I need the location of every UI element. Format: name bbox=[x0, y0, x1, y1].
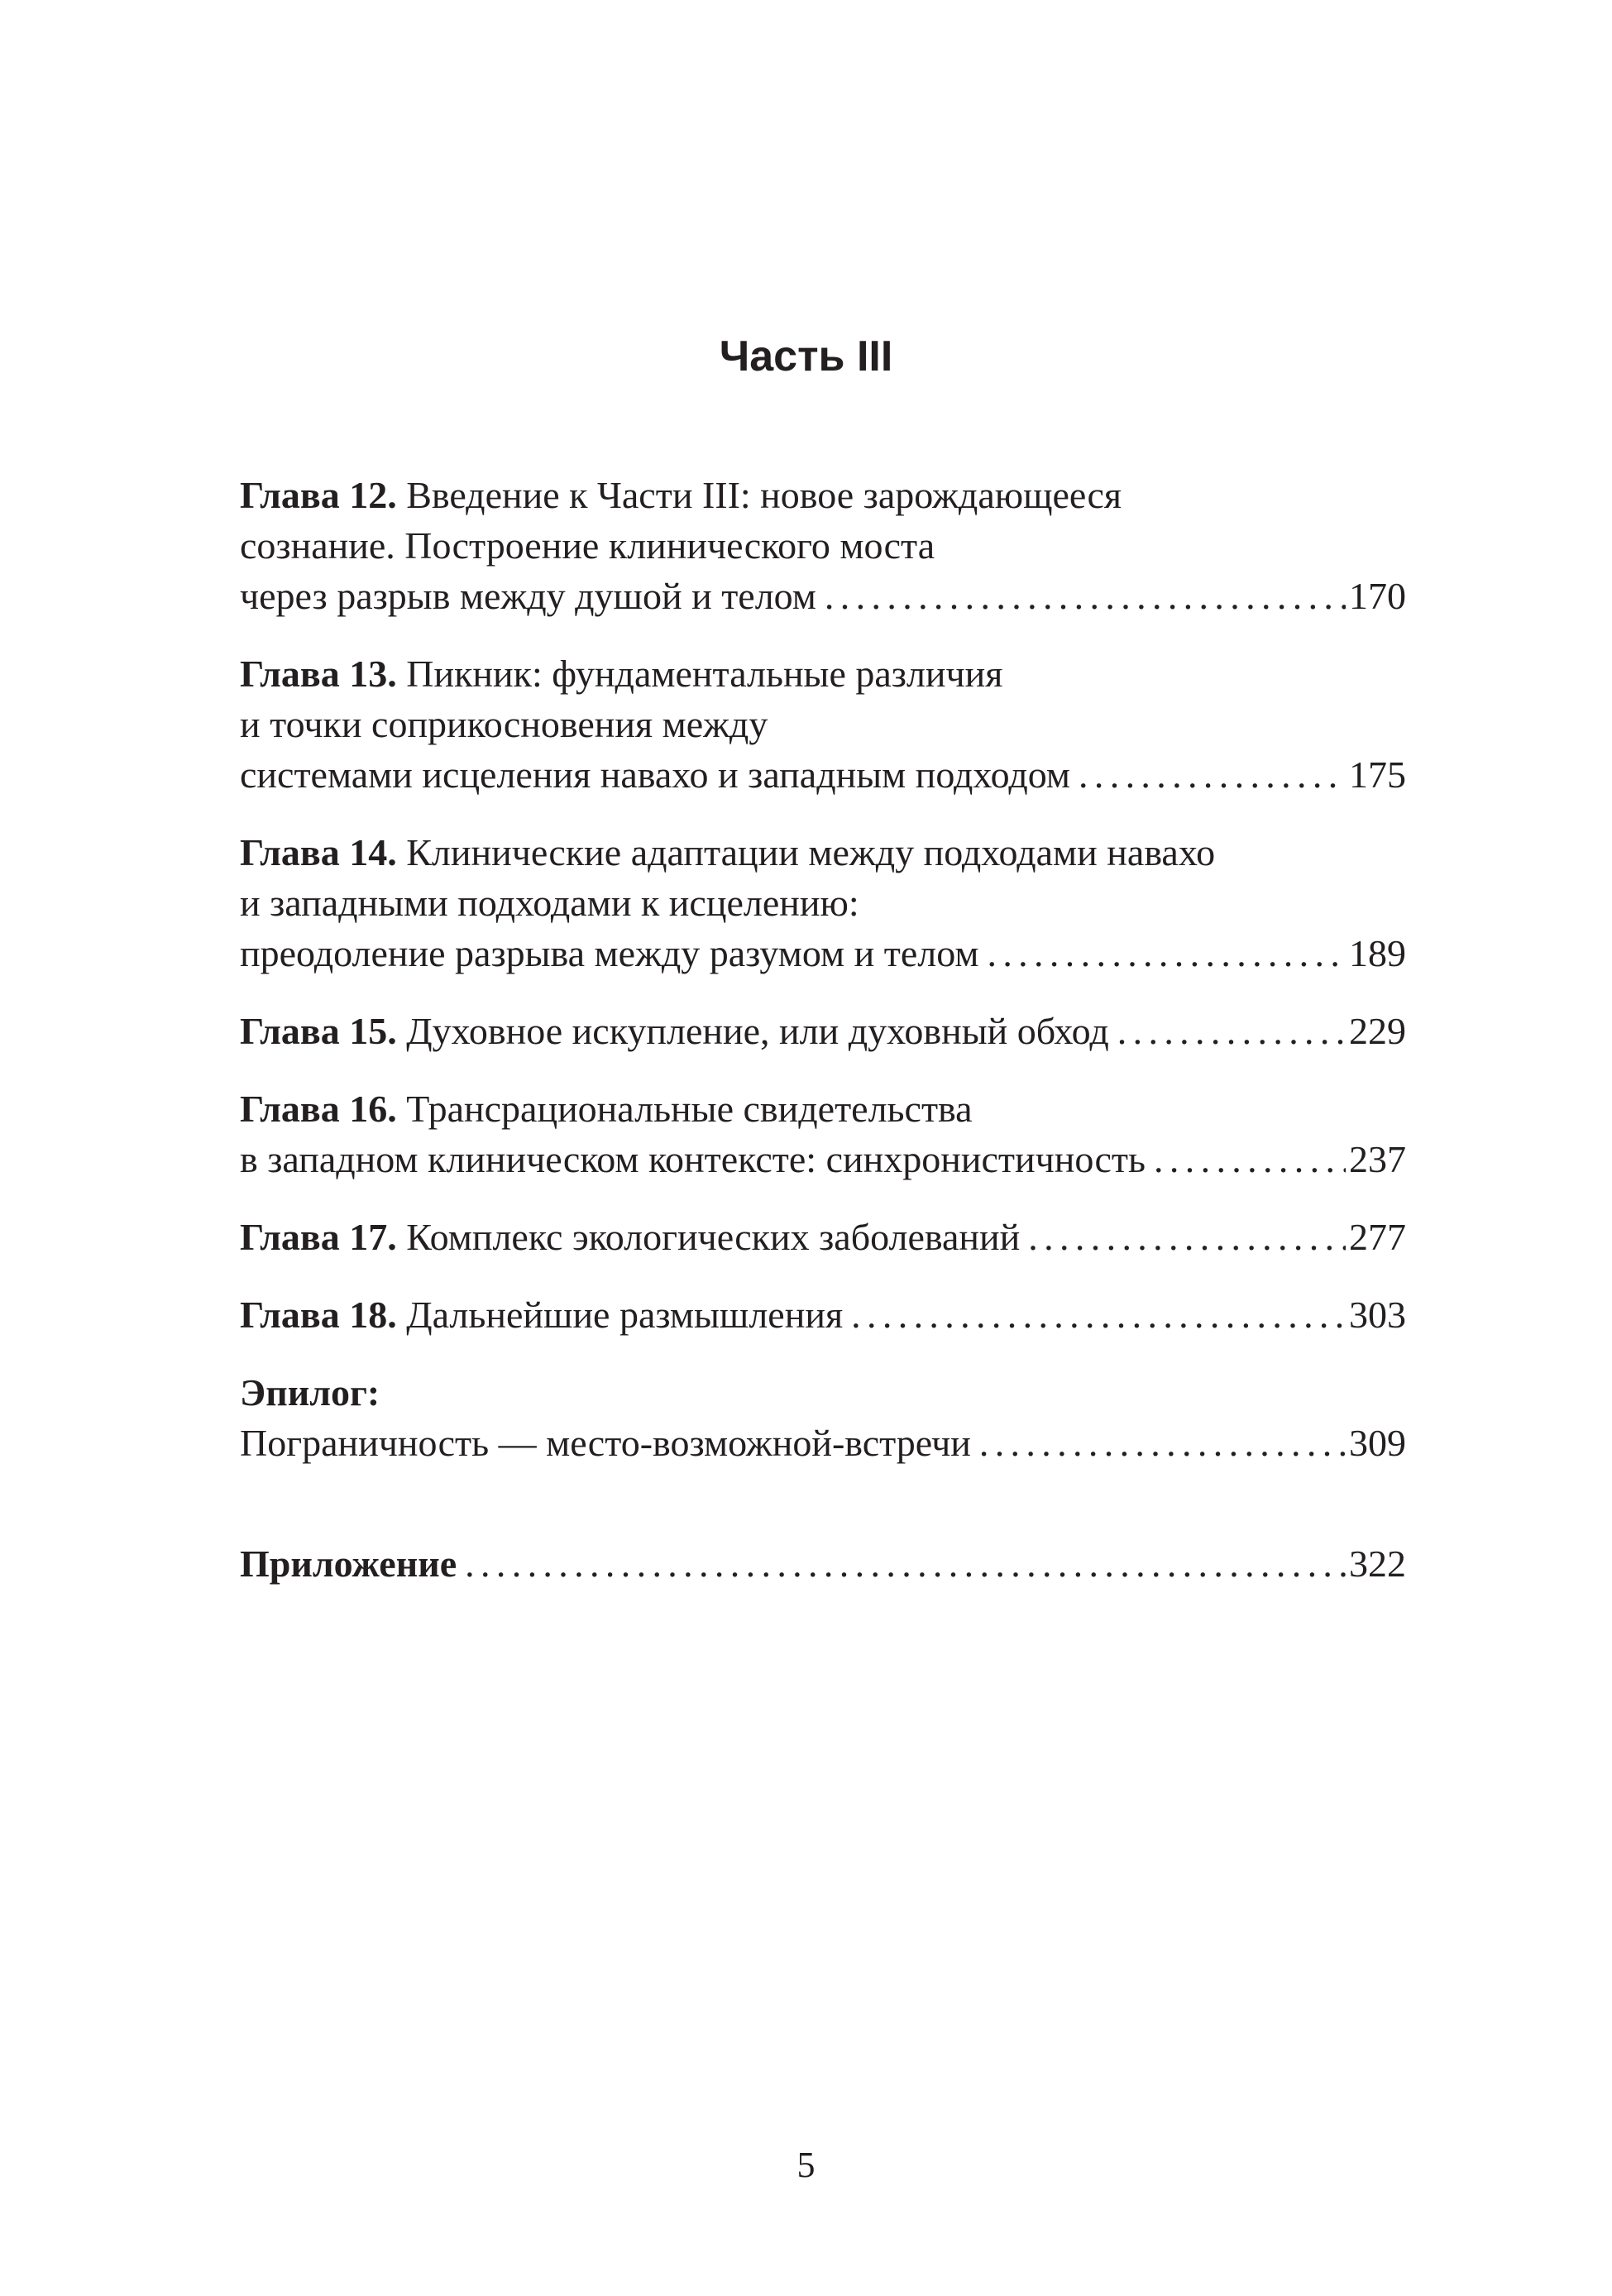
chapter-title-line: Введение к Части III: новое зарождающееся bbox=[406, 474, 1122, 516]
page-number: 229 bbox=[1349, 1010, 1406, 1052]
appendix-label: Приложение bbox=[240, 1543, 457, 1585]
toc-entry-chapter-16[interactable] bbox=[240, 1083, 1406, 1184]
chapter-label: Глава 14. bbox=[240, 831, 397, 873]
toc-entry-chapter-15[interactable] bbox=[240, 1006, 1406, 1056]
page-number: 322 bbox=[1349, 1543, 1406, 1585]
dot-leader bbox=[1117, 1006, 1346, 1056]
dot-leader bbox=[825, 571, 1346, 621]
toc-entry-chapter-18[interactable] bbox=[240, 1289, 1406, 1340]
chapter-label: Глава 15. bbox=[240, 1010, 397, 1052]
page-number: 309 bbox=[1349, 1422, 1406, 1464]
page-number: 303 bbox=[1349, 1294, 1406, 1336]
chapter-label: Глава 18. bbox=[240, 1294, 397, 1336]
toc-entry-epilogue[interactable] bbox=[240, 1367, 1406, 1468]
chapter-label: Глава 13. bbox=[240, 653, 397, 695]
part-title: Часть III bbox=[719, 332, 893, 380]
page-number: 170 bbox=[1349, 575, 1406, 617]
toc-entry-chapter-12[interactable] bbox=[240, 470, 1406, 621]
chapter-title-line: Дальнейшие размышления bbox=[406, 1294, 844, 1336]
chapter-title-line: в западном клиническом контексте: синхронистичность bbox=[240, 1138, 1146, 1180]
chapter-title-line: Комплекс экологических заболеваний bbox=[406, 1216, 1021, 1258]
dot-leader bbox=[979, 1418, 1346, 1468]
dot-leader bbox=[1028, 1212, 1346, 1262]
chapter-title-line: сознание. Построение клинического моста bbox=[240, 524, 935, 567]
chapter-title-line: и западными подходами к исцелению: bbox=[240, 882, 859, 924]
dot-leader bbox=[1154, 1134, 1346, 1184]
page-number: 277 bbox=[1349, 1216, 1406, 1258]
page-folio: 5 bbox=[796, 2145, 816, 2185]
chapter-label: Глава 16. bbox=[240, 1088, 397, 1130]
dot-leader bbox=[1079, 749, 1346, 800]
toc-entry-chapter-14[interactable] bbox=[240, 827, 1406, 978]
chapter-label: Глава 12. bbox=[240, 474, 397, 516]
chapter-title-line: Духовное искупление, или духовный обход bbox=[406, 1010, 1109, 1052]
page-number: 237 bbox=[1349, 1138, 1406, 1180]
toc-entry-chapter-17[interactable] bbox=[240, 1212, 1406, 1262]
table-of-contents bbox=[240, 470, 1406, 1589]
chapter-title-line: Трансрациональные свидетельства bbox=[406, 1088, 973, 1130]
chapter-title-line: и точки соприкосновения между bbox=[240, 703, 768, 745]
chapter-title-line: через разрыв между душой и телом bbox=[240, 575, 816, 617]
dot-leader bbox=[987, 928, 1346, 978]
chapter-title-line: Пикник: фундаментальные различия bbox=[406, 653, 1003, 695]
toc-entry-appendix[interactable] bbox=[240, 1538, 1406, 1589]
chapter-title-line: системами исцеления навахо и западным подходом bbox=[240, 753, 1070, 796]
epilogue-title: Пограничность — место-возможной-встречи bbox=[240, 1422, 971, 1464]
chapter-title-line: Клинические адаптации между подходами навахо bbox=[406, 831, 1216, 873]
chapter-title-line: преодоление разрыва между разумом и телом bbox=[240, 932, 979, 974]
page-number: 175 bbox=[1349, 753, 1406, 796]
epilogue-label: Эпилог: bbox=[240, 1371, 380, 1413]
page-number: 189 bbox=[1349, 932, 1406, 974]
chapter-label: Глава 17. bbox=[240, 1216, 397, 1258]
toc-entry-chapter-13[interactable] bbox=[240, 648, 1406, 800]
dot-leader bbox=[851, 1289, 1346, 1340]
dot-leader bbox=[465, 1538, 1346, 1589]
